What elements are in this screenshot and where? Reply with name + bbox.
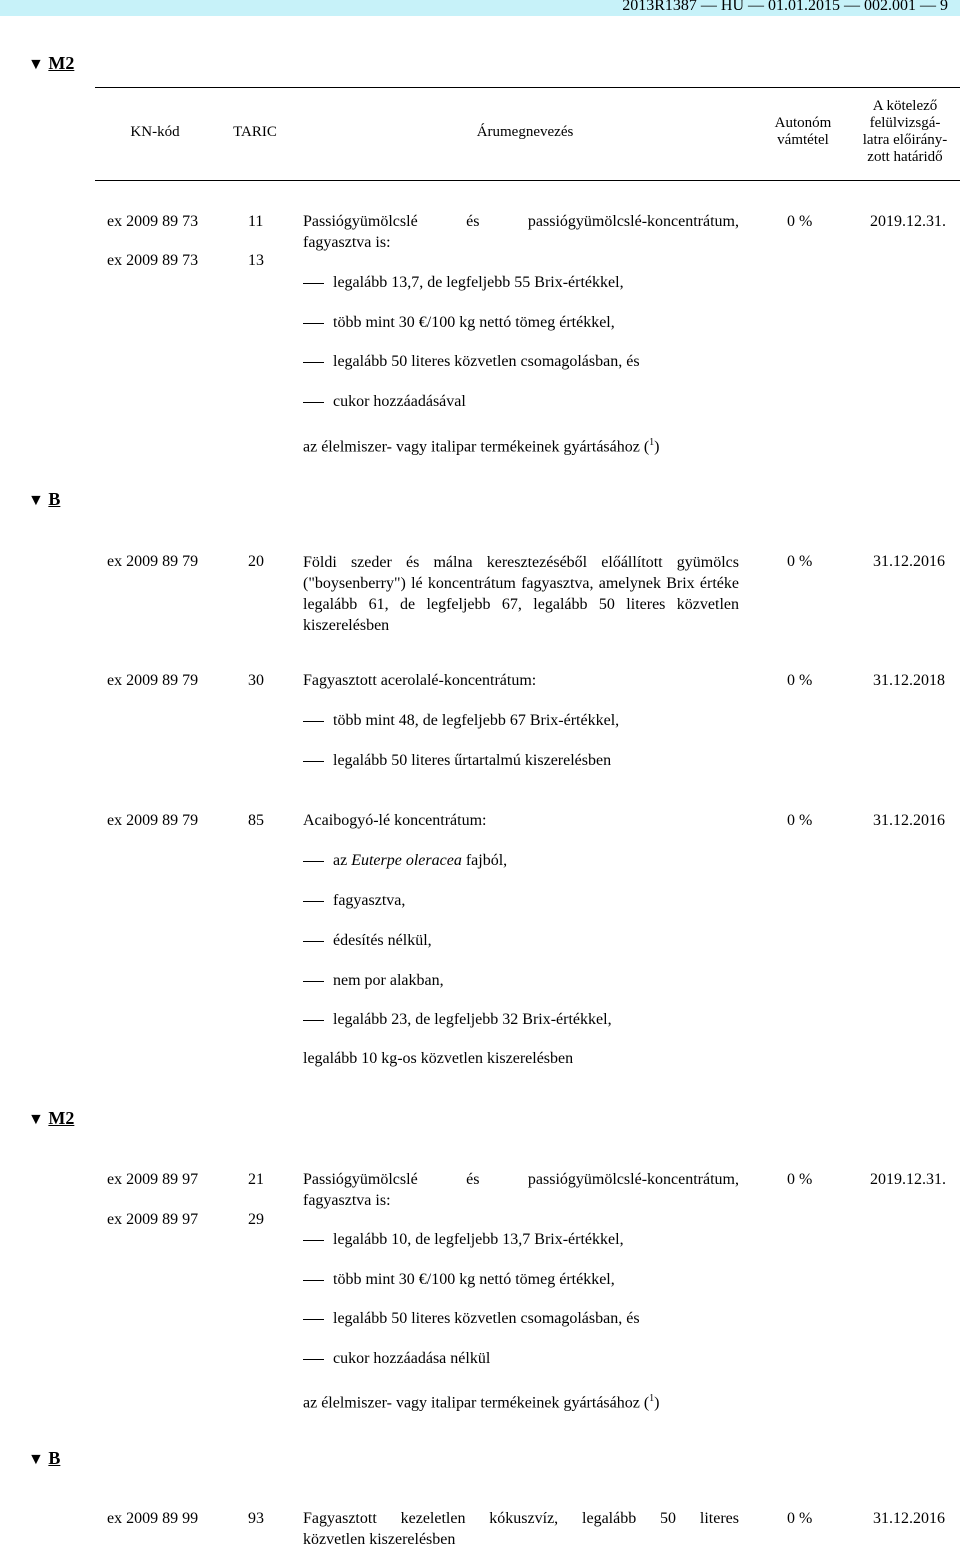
- species-name: Euterpe oleracea: [351, 852, 462, 869]
- review-deadline: 2019.12.31.: [870, 1171, 946, 1188]
- description-line: fagyasztva is:: [303, 234, 391, 251]
- list-item: [303, 850, 507, 871]
- list-item: [303, 312, 615, 333]
- amendment-marker-m2: [28, 53, 74, 74]
- duty-rate: 0 %: [787, 553, 813, 570]
- dash-icon: [303, 861, 324, 862]
- list-item: [303, 1348, 490, 1369]
- amendment-marker-b: [28, 1448, 60, 1469]
- review-deadline: 31.12.2016: [873, 1510, 945, 1527]
- description-line: Passiógyümölcslé és passiógyümölcslé-koncentrátum,: [303, 213, 739, 230]
- taric-code: 20: [248, 553, 264, 570]
- dash-icon: [303, 721, 324, 722]
- dash-icon: [303, 761, 324, 762]
- dash-icon: [303, 362, 324, 363]
- dash-icon: [303, 1240, 324, 1241]
- taric-code: 93: [248, 1510, 264, 1527]
- triangle-down-icon: ▼: [28, 492, 44, 509]
- list-item: [303, 750, 611, 771]
- list-item: [303, 272, 624, 293]
- dash-icon: [303, 1319, 324, 1320]
- list-item: [303, 970, 444, 991]
- dash-icon: [303, 981, 324, 982]
- list-item: [303, 1269, 615, 1290]
- taric-code: 29: [248, 1211, 264, 1228]
- description-footer: [303, 432, 660, 457]
- footer-text: az élelmiszer- vagy italipar termékeinek gyártásához (: [303, 1394, 650, 1412]
- description-line: Passiógyümölcslé és passiógyümölcslé-koncentrátum,: [303, 1171, 739, 1188]
- duty-header-line: vámtétel: [777, 132, 829, 148]
- list-item-text: legalább 13,7, de legfeljebb 55 Brix-értékkel,: [333, 274, 624, 291]
- amendment-marker-m2: [28, 1108, 74, 1129]
- triangle-down-icon: ▼: [28, 1451, 44, 1468]
- review-deadline: 31.12.2016: [873, 812, 945, 829]
- review-deadline: 31.12.2016: [873, 553, 945, 570]
- document-header-text: 2013R1387 — HU — 01.01.2015 — 002.001 — 9: [622, 0, 948, 14]
- kn-code: ex 2009 89 79: [107, 812, 199, 829]
- description-footer: legalább 10 kg-os közvetlen kiszerelésben: [303, 1050, 574, 1067]
- amendment-marker-b: [28, 489, 60, 510]
- kn-code: ex 2009 89 73: [107, 252, 199, 269]
- taric-code: 85: [248, 812, 264, 829]
- dash-icon: [303, 941, 324, 942]
- kn-code: ex 2009 89 73: [107, 213, 199, 230]
- kn-code: ex 2009 89 79: [107, 553, 199, 570]
- marker-code: B: [48, 489, 61, 509]
- deadline-header-line: latra előirány-: [862, 132, 948, 148]
- kn-code: ex 2009 89 99: [107, 1510, 199, 1527]
- list-item-text: édesítés nélkül,: [333, 932, 432, 949]
- column-header-taric: TARIC: [233, 124, 277, 140]
- list-item-text: több mint 48, de legfeljebb 67 Brix-értékkel,: [333, 712, 620, 729]
- list-item: [303, 391, 466, 412]
- footer-text: ): [654, 1394, 660, 1412]
- triangle-down-icon: ▼: [28, 1111, 44, 1128]
- review-deadline: 31.12.2018: [873, 672, 945, 689]
- dash-icon: [303, 1020, 324, 1021]
- triangle-down-icon: ▼: [28, 56, 44, 73]
- dash-icon: [303, 1280, 324, 1281]
- column-header-deadline: [855, 98, 955, 166]
- list-item-text: legalább 50 literes űrtartalmú kiszerelésben: [333, 752, 612, 769]
- marker-code: M2: [48, 1108, 75, 1128]
- list-item-text: legalább 50 literes közvetlen csomagolásban, és: [333, 353, 640, 370]
- footer-text: ): [654, 438, 660, 456]
- table-header: [95, 87, 960, 181]
- marker-code: B: [48, 1448, 61, 1468]
- description-line: Fagyasztott kezeletlen kókuszvíz, legalább 50 literes: [303, 1510, 739, 1527]
- deadline-header-line: zott határidő: [867, 149, 943, 165]
- description: Fagyasztott acerolalé-koncentrátum:: [303, 672, 537, 689]
- list-item-text: az: [333, 852, 352, 869]
- dash-icon: [303, 402, 324, 403]
- list-item-text: cukor hozzáadása nélkül: [333, 1350, 491, 1367]
- list-item-text: cukor hozzáadásával: [333, 393, 466, 410]
- list-item-text: fajból,: [461, 852, 508, 869]
- marker-code: M2: [48, 53, 75, 73]
- list-item-text: nem por alakban,: [333, 972, 444, 989]
- taric-code: 30: [248, 672, 264, 689]
- list-item-text: legalább 10, de legfeljebb 13,7 Brix-értékkel,: [333, 1231, 624, 1248]
- kn-code: ex 2009 89 97: [107, 1171, 199, 1188]
- footnote-ref[interactable]: 1: [649, 437, 655, 448]
- taric-code: 13: [248, 252, 264, 269]
- duty-rate: 0 %: [787, 1171, 813, 1188]
- dash-icon: [303, 901, 324, 902]
- column-header-duty: [763, 115, 843, 149]
- column-header-description: Árumegnevezés: [476, 124, 574, 140]
- description: Acaibogyó-lé koncentrátum:: [303, 812, 487, 829]
- duty-rate: 0 %: [787, 1510, 813, 1527]
- duty-rate: 0 %: [787, 213, 813, 230]
- description: Földi szeder és málna keresztezéséből előállított gyümölcs ("boysenberry") lé koncentrátum fagyasztva, amelynek Brix értéke legalább 61, de legfeljebb 67, legalább 50 literes közvetlen kiszerelésben: [303, 554, 739, 634]
- kn-code: ex 2009 89 79: [107, 672, 199, 689]
- dash-icon: [303, 283, 324, 284]
- taric-code: 11: [248, 213, 264, 230]
- list-item: [303, 890, 405, 911]
- duty-rate: 0 %: [787, 812, 813, 829]
- description-line: fagyasztva is:: [303, 1192, 391, 1209]
- review-deadline: 2019.12.31.: [870, 213, 946, 230]
- footer-text: az élelmiszer- vagy italipar termékeinek gyártásához (: [303, 438, 650, 456]
- kn-code: ex 2009 89 97: [107, 1211, 199, 1228]
- duty-header-line: Autonóm: [774, 115, 832, 131]
- duty-rate: 0 %: [787, 672, 813, 689]
- dash-icon: [303, 323, 324, 324]
- list-item: [303, 1308, 640, 1329]
- deadline-header-line: A kötelező: [872, 98, 938, 114]
- list-item: [303, 1009, 612, 1030]
- taric-code: 21: [248, 1171, 264, 1188]
- dash-icon: [303, 1359, 324, 1360]
- description-footer: [303, 1388, 660, 1413]
- list-item-text: több mint 30 €/100 kg nettó tömeg értékkel,: [333, 1271, 615, 1288]
- footnote-ref[interactable]: 1: [649, 1393, 655, 1404]
- list-item-text: legalább 23, de legfeljebb 32 Brix-értékkel,: [333, 1011, 612, 1028]
- list-item-text: több mint 30 €/100 kg nettó tömeg értékkel,: [333, 314, 615, 331]
- list-item-text: fagyasztva,: [333, 892, 406, 909]
- list-item: [303, 710, 619, 731]
- document-header-bar: [0, 0, 960, 16]
- deadline-header-line: felülvizsgá-: [869, 115, 941, 131]
- list-item-text: legalább 50 literes közvetlen csomagolásban, és: [333, 1310, 640, 1327]
- list-item: [303, 930, 432, 951]
- list-item: [303, 351, 640, 372]
- description-line: közvetlen kiszerelésben: [303, 1531, 456, 1548]
- column-header-kn: KN-kód: [130, 124, 180, 140]
- list-item: [303, 1229, 624, 1250]
